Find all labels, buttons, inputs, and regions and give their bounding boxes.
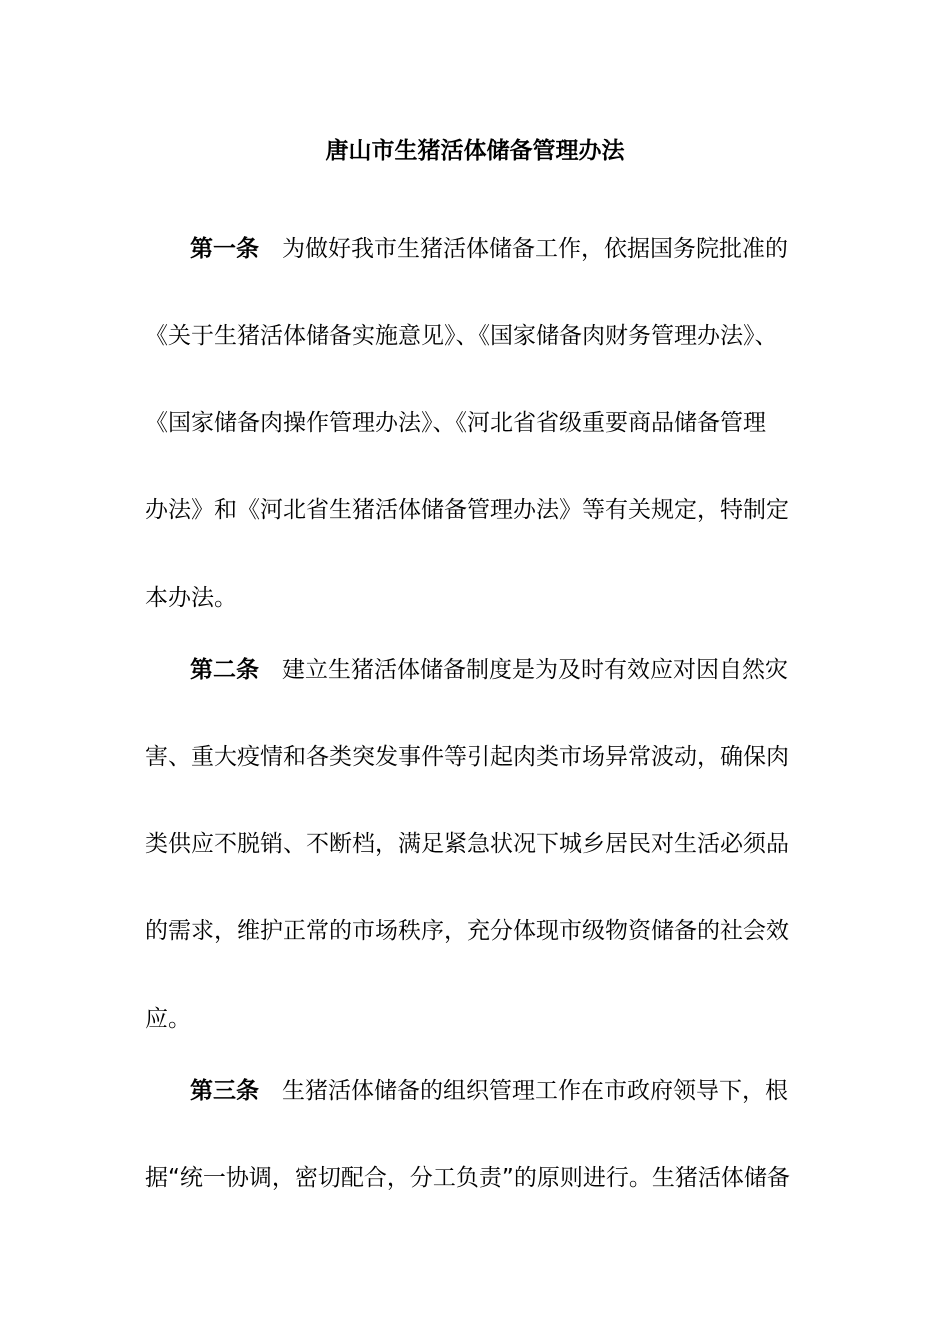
article-3-text-line: 据“统一协调，密切配合，分工负责”的原则进行。生猪活体储备: [145, 1165, 790, 1191]
article-3-label: 第三条: [190, 1078, 259, 1104]
article-2-text-line: 应。: [145, 1006, 191, 1032]
article-1-text-line: 本办法。: [145, 585, 237, 611]
article-1-first-line: [190, 232, 788, 266]
article-3-text-line: 生猪活体储备的组织管理工作在市政府领导下，根: [282, 1078, 788, 1104]
document-title: 唐山市生猪活体储备管理办法: [325, 138, 625, 164]
article-2-label: 第二条: [190, 657, 259, 683]
article-1-text-line: 《国家储备肉操作管理办法》、《河北省省级重要商品储备管理: [145, 410, 766, 436]
article-1-text-line: 办法》和《河北省生猪活体储备管理办法》等有关规定，特制定: [145, 497, 789, 523]
article-2-text-line: 害、重大疫情和各类突发事件等引起肉类市场异常波动，确保肉: [145, 744, 789, 770]
article-1-text-line: 为做好我市生猪活体储备工作，依据国务院批准的: [282, 236, 788, 262]
article-2-text-line: 建立生猪活体储备制度是为及时有效应对因自然灾: [282, 657, 788, 683]
article-2-text-line: 的需求，维护正常的市场秩序，充分体现市级物资储备的社会效: [145, 918, 789, 944]
article-2-text-line: 类供应不脱销、不断档，满足紧急状况下城乡居民对生活必须品: [145, 831, 789, 857]
article-3-first-line: [190, 1074, 788, 1108]
article-1-label: 第一条: [190, 236, 259, 262]
article-2-first-line: [190, 653, 788, 687]
article-1-text-line: 《关于生猪活体储备实施意见》、《国家储备肉财务管理办法》、: [145, 323, 778, 349]
